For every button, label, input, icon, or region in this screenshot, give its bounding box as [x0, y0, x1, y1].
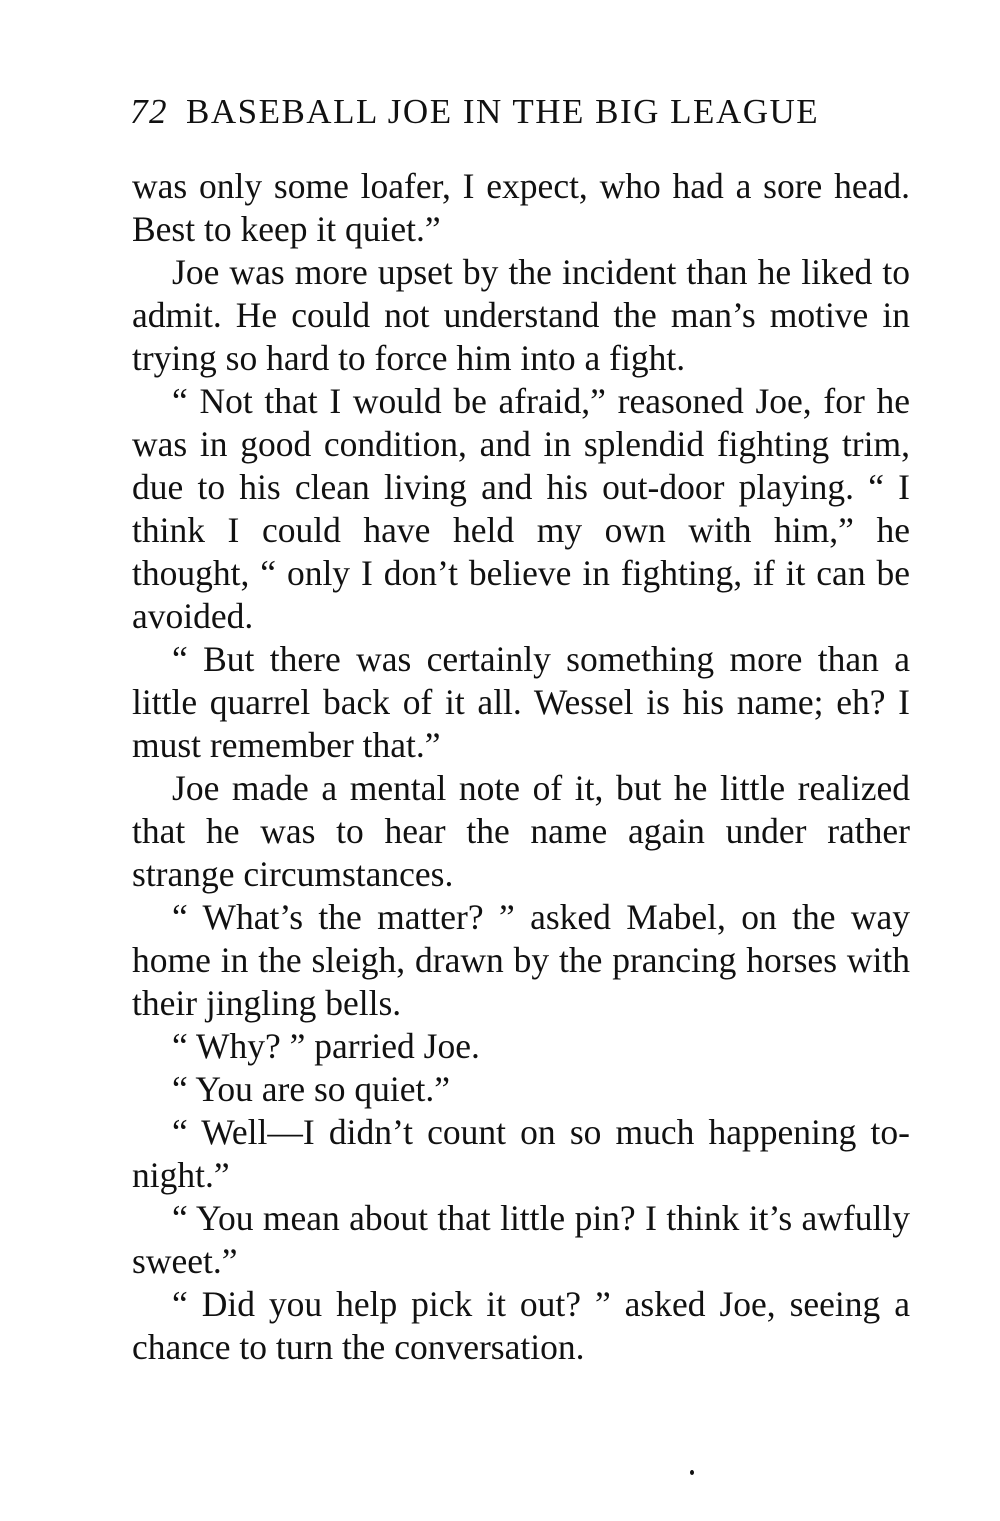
- page-header: [130, 92, 900, 142]
- page-number: 72: [130, 92, 168, 131]
- paragraph: “ What’s the matter? ” asked Mabel, on the way home in the sleigh, drawn by the prancing horses with their jingling bells.: [132, 897, 910, 1023]
- paragraph: “ Why? ” parried Joe.: [172, 1026, 480, 1066]
- print-speck: [690, 1470, 694, 1475]
- running-title: BASEBALL JOE IN THE BIG LEAGUE: [186, 92, 820, 131]
- body-text: [132, 165, 910, 1369]
- paragraph: “ You mean about that little pin? I think it’s awfully sweet.”: [132, 1198, 910, 1281]
- paragraph: Joe was more upset by the incident than he liked to admit. He could not understand the man’s motive in trying so hard to force him into a fight.: [132, 252, 910, 378]
- paragraph: “ Did you help pick it out? ” asked Joe, seeing a chance to turn the conversation.: [132, 1284, 910, 1367]
- paragraph: “ Well—I didn’t count on so much happening to-night.”: [132, 1112, 910, 1195]
- paragraph: “ Not that I would be afraid,” reasoned Joe, for he was in good condition, and in splendid fighting trim, due to his clean living and his out-door playing. “ I think I could have held my own with him,” he thought, “ only I don’t believe in fighting, if it can be avoided.: [132, 381, 910, 636]
- paragraph: “ You are so quiet.”: [172, 1069, 451, 1109]
- paragraph: was only some loafer, I expect, who had a sore head. Best to keep it quiet.”: [132, 166, 910, 249]
- paragraph: Joe made a mental note of it, but he little realized that he was to hear the name again under rather strange circumstances.: [132, 768, 910, 894]
- paragraph: “ But there was certainly something more than a little quarrel back of it all. Wessel is his name; eh? I must remember that.”: [132, 639, 910, 765]
